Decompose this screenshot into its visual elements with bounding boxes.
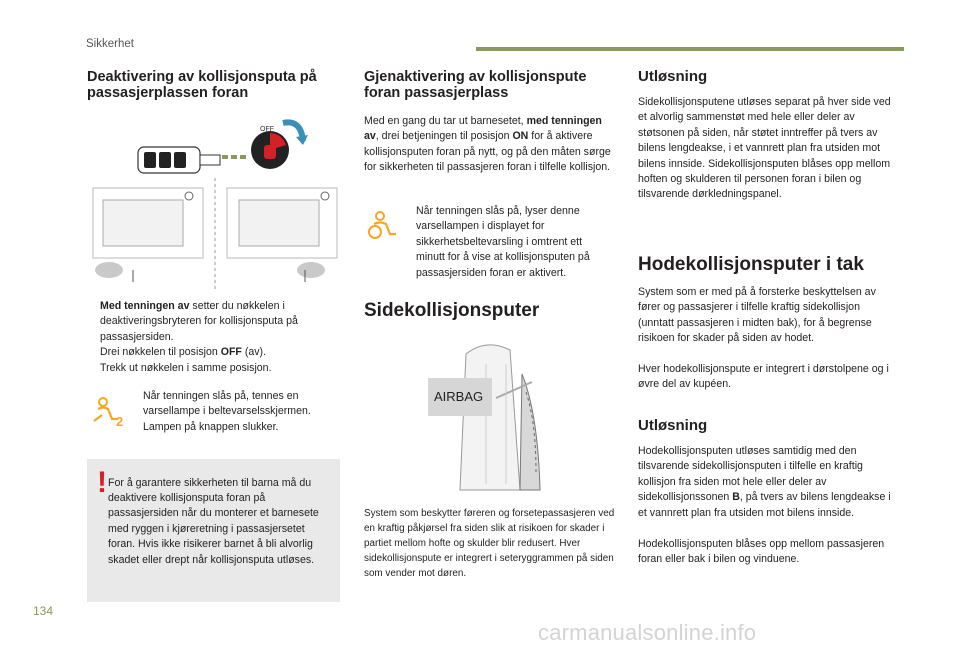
para-bold: B bbox=[732, 491, 740, 504]
warning-text: For å garantere sikkerheten til barna må du deaktivere kollisjonsputa foran på passasjersiden når du monterer et barnesete med ryggen i kjøreretning i passasjersetet foran. Hvis ikke risikerer barnet å bli alvorlig skadet eller drept når kollisjonsputa utløses. bbox=[108, 476, 319, 566]
side-airbags-heading-wrap bbox=[364, 300, 614, 322]
instruction-list bbox=[88, 299, 350, 376]
head-airbags-text1: System som er med på å forsterke beskyttelsen av fører og passasjerer i tilfelle kraftig sidekollisjon (unntatt passasjeren i midten bak), for å begrense risikoen for skader på siden av hodet. bbox=[638, 286, 876, 345]
para-bold: ON bbox=[512, 130, 529, 143]
bullet-text: setter du nøkkelen i deaktiveringsbryteren for kollisjonsputa på passasjersiden. bbox=[100, 300, 298, 343]
para-text: , drei betjeningen til posisjon bbox=[375, 130, 513, 143]
airbag-label: AIRBAG bbox=[434, 389, 484, 404]
para-text: for å aktivere kollisjonsputen foran på nytt, og på den måten sørge for sikkerheten til passasjeren foran i tilfelle kollisjon. bbox=[364, 130, 611, 174]
dashboard-illustration bbox=[89, 178, 342, 290]
list-item bbox=[88, 361, 350, 376]
trigger2-heading-wrap bbox=[638, 418, 898, 434]
col2-note: Når tenningen slås på, lyser denne varsellampen i displayet for sikkerhetsbeltevarsling i omtrent ett minutt for å vise at kollisjonsputen på passasjersiden foran er aktivert. bbox=[416, 205, 590, 279]
col2-title-wrap bbox=[364, 69, 614, 101]
header-bar bbox=[476, 47, 904, 51]
trigger2-text bbox=[638, 444, 896, 521]
key-switch-illustration bbox=[128, 117, 318, 187]
bullet-text: (av). bbox=[241, 346, 267, 359]
col1-title: Deaktivering av kollisjonsputa på passasjerplassen foran bbox=[87, 69, 317, 101]
page-number: 134 bbox=[33, 604, 54, 618]
head-airbags-heading: Hodekollisjonsputer i tak bbox=[638, 254, 864, 275]
para-bold: med tenningen av bbox=[364, 115, 602, 143]
trigger-heading-wrap bbox=[638, 69, 898, 85]
list-item bbox=[88, 345, 350, 360]
side-airbags-heading: Sidekollisjonsputer bbox=[364, 300, 540, 321]
airbag-on-indicator-icon bbox=[366, 208, 398, 242]
trigger-heading: Utløsning bbox=[638, 68, 708, 85]
col2-title: Gjenaktivering av kollisjonspute foran passasjerplass bbox=[364, 69, 587, 101]
head-airbags-text2: Hver hodekollisjonspute er integrert i dørstolpene og i øvre del av kupéen. bbox=[638, 363, 889, 391]
para-text: Hodekollisjonsputen utløses samtidig med den tilsvarende sidekollisjonsputen i tilfelle en kraftig kollisjon fra siden mot hele eller deler av sidekollisjonssonen bbox=[638, 445, 863, 504]
exclamation-icon: ! bbox=[97, 466, 107, 499]
col2-paragraph bbox=[364, 114, 614, 176]
bullet-text: Trekk ut nøkkelen i samme posisjon. bbox=[100, 361, 272, 374]
trigger2-heading: Utløsning bbox=[638, 417, 708, 434]
airbag-off-warning-icon bbox=[90, 395, 130, 429]
side-airbags-text: System som beskytter føreren og forsetepassasjeren ved en kraftig påkjørsel fra siden slik at risikoen for skader i partiet mellom hofte og skulder blir redusert. Hver sidekollisjonspute er integrert i seteryggrammen på siden som vender mot døren. bbox=[364, 508, 615, 580]
section-label: Sikkerhet bbox=[86, 38, 134, 50]
col1-note: Når tenningen slås på, tennes en varsellampe i beltevarselsskjermen. Lampen på knappen slukker. bbox=[143, 390, 311, 433]
trigger-text: Sidekollisjonsputene utløses separat på hver side ved et alvorlig sammenstøt med hele eller deler av støtsonen på siden, når støtet inntreffer på tvers av bilens lengdeakse, i et vannrett plan fra utsiden mot bilens innside. Sidekollisjonsputen blåses opp mellom hoften og skulderen til personen foran i bilen og tilsvarende dørkledningspanel. bbox=[638, 96, 891, 201]
head-airbags-heading-wrap bbox=[638, 254, 898, 276]
col1-title-wrap bbox=[87, 69, 347, 101]
svg-text:2: 2 bbox=[116, 414, 124, 429]
trigger2-text2: Hodekollisjonsputen blåses opp mellom passasjeren foran eller bak i bilen og vinduene. bbox=[638, 538, 885, 566]
para-text: , på tvers av bilens lengdeakse i et vannrett plan fra utsiden mot bilens innside. bbox=[638, 491, 891, 519]
bullet-text: Drei nøkkelen til posisjon bbox=[100, 346, 221, 359]
watermark: carmanualsonline.info bbox=[538, 620, 757, 645]
list-item bbox=[88, 299, 350, 345]
para-text: Med en gang du tar ut barnesetet, bbox=[364, 115, 527, 127]
bullet-bold: OFF bbox=[220, 346, 242, 359]
bullet-bold: Med tenningen av bbox=[100, 300, 190, 312]
warning-box bbox=[87, 459, 340, 602]
svg-text:OFF: OFF bbox=[260, 126, 274, 133]
airbag-label-box bbox=[428, 378, 492, 416]
